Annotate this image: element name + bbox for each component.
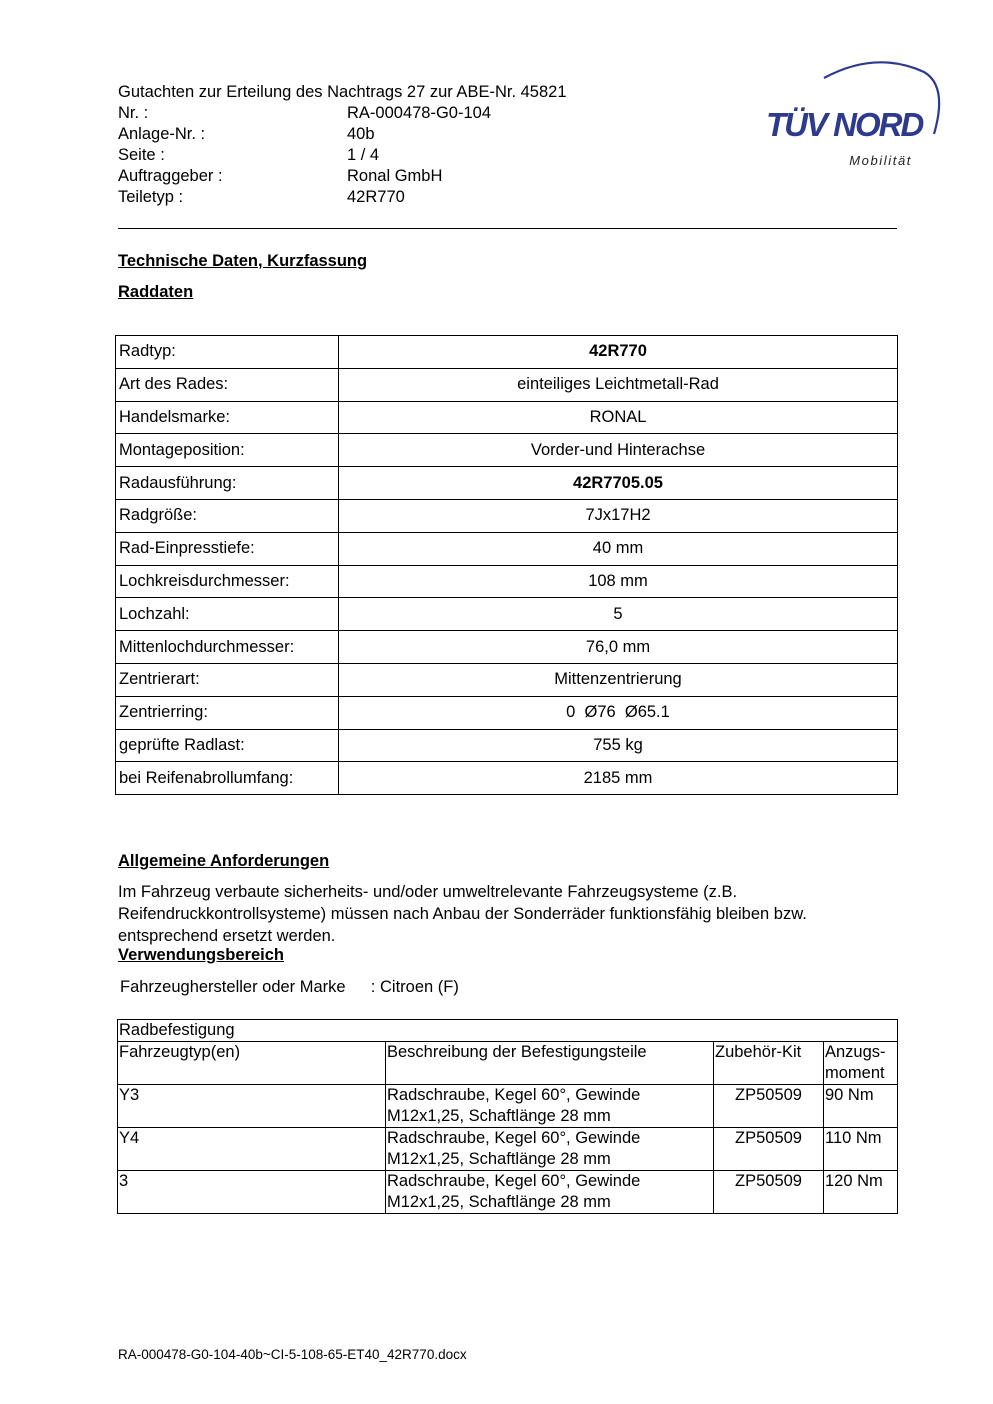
document-header bbox=[118, 82, 567, 208]
raddaten-table bbox=[115, 335, 898, 795]
allgemein-text: Im Fahrzeug verbaute sicherheits- und/oder umweltrelevante Fahrzeugsysteme (z.B. Reifendruckkontrollsysteme) müssen nach Anbau der Sonderräder funktionsfähig bleiben bzw. entsprechend ersetzt werden. bbox=[118, 883, 807, 945]
header-divider bbox=[118, 228, 897, 229]
logo-subtitle: Mobilität bbox=[849, 153, 912, 168]
table-row: Montageposition: Vorder-und Hinterachse bbox=[116, 434, 898, 467]
hersteller-line bbox=[120, 978, 459, 997]
table-row: Radtyp: 42R770 bbox=[116, 336, 898, 369]
logo-brand: TÜV NORD bbox=[766, 106, 923, 143]
table-row: bei Reifenabrollumfang: 2185 mm bbox=[116, 762, 898, 795]
header-field-anlage: Anlage-Nr. : 40b bbox=[118, 125, 375, 143]
table-row: Art des Rades: einteiliges Leichtmetall-Rad bbox=[116, 368, 898, 401]
header-field-auftraggeber: Auftraggeber : Ronal GmbH bbox=[118, 167, 443, 185]
radbefestigung-table bbox=[117, 1019, 898, 1214]
table-row: Radgröße: 7Jx17H2 bbox=[116, 499, 898, 532]
table-row: Mittenlochdurchmesser: 76,0 mm bbox=[116, 631, 898, 664]
hersteller-value: Citroen (F) bbox=[379, 978, 459, 996]
table-title-row bbox=[118, 1020, 898, 1042]
footer-filename: RA-000478-G0-104-40b~CI-5-108-65-ET40_42R770.docx bbox=[118, 1347, 467, 1362]
allgemein-heading: Allgemeine Anforderungen bbox=[118, 852, 330, 870]
section-heading: Technische Daten, Kurzfassung bbox=[118, 252, 368, 270]
header-field-teiletyp: Teiletyp : 42R770 bbox=[118, 188, 405, 206]
header-field-seite: Seite : 1 / 4 bbox=[118, 146, 380, 164]
table-row: Lochzahl: 5 bbox=[116, 598, 898, 631]
table-row: Y3 Radschraube, Kegel 60°, Gewinde M12x1,25, Schaftlänge 28 mm ZP50509 90 Nm bbox=[118, 1085, 898, 1128]
table-row: Radausführung: 42R7705.05 bbox=[116, 467, 898, 500]
table-row: Y4 Radschraube, Kegel 60°, Gewinde M12x1,25, Schaftlänge 28 mm ZP50509 110 Nm bbox=[118, 1128, 898, 1171]
raddaten-heading: Raddaten bbox=[118, 283, 194, 301]
table-row: Handelsmarke: RONAL bbox=[116, 401, 898, 434]
hersteller-label: Fahrzeughersteller oder Marke bbox=[120, 978, 346, 996]
verwendung-heading: Verwendungsbereich bbox=[118, 946, 284, 964]
table-row: Rad-Einpresstiefe: 40 mm bbox=[116, 532, 898, 565]
tuv-nord-logo bbox=[764, 56, 944, 174]
table-row: Zentrierart: Mittenzentrierung bbox=[116, 663, 898, 696]
radbefestigung-title: Radbefestigung bbox=[118, 1020, 898, 1042]
table-row: Zentrierring: 0 Ø76 Ø65.1 bbox=[116, 696, 898, 729]
table-row: 3 Radschraube, Kegel 60°, Gewinde M12x1,25, Schaftlänge 28 mm ZP50509 120 Nm bbox=[118, 1171, 898, 1214]
table-row: geprüfte Radlast: 755 kg bbox=[116, 729, 898, 762]
report-title: Gutachten zur Erteilung des Nachtrags 27 zur ABE-Nr. 45821 bbox=[118, 83, 567, 101]
table-header-row: Fahrzeugtyp(en) Beschreibung der Befestigungsteile Zubehör-Kit Anzugs-moment bbox=[118, 1042, 898, 1085]
header-field-nr: Nr. : RA-000478-G0-104 bbox=[118, 104, 492, 122]
hersteller-sep: : bbox=[370, 978, 376, 996]
table-row: Lochkreisdurchmesser: 108 mm bbox=[116, 565, 898, 598]
